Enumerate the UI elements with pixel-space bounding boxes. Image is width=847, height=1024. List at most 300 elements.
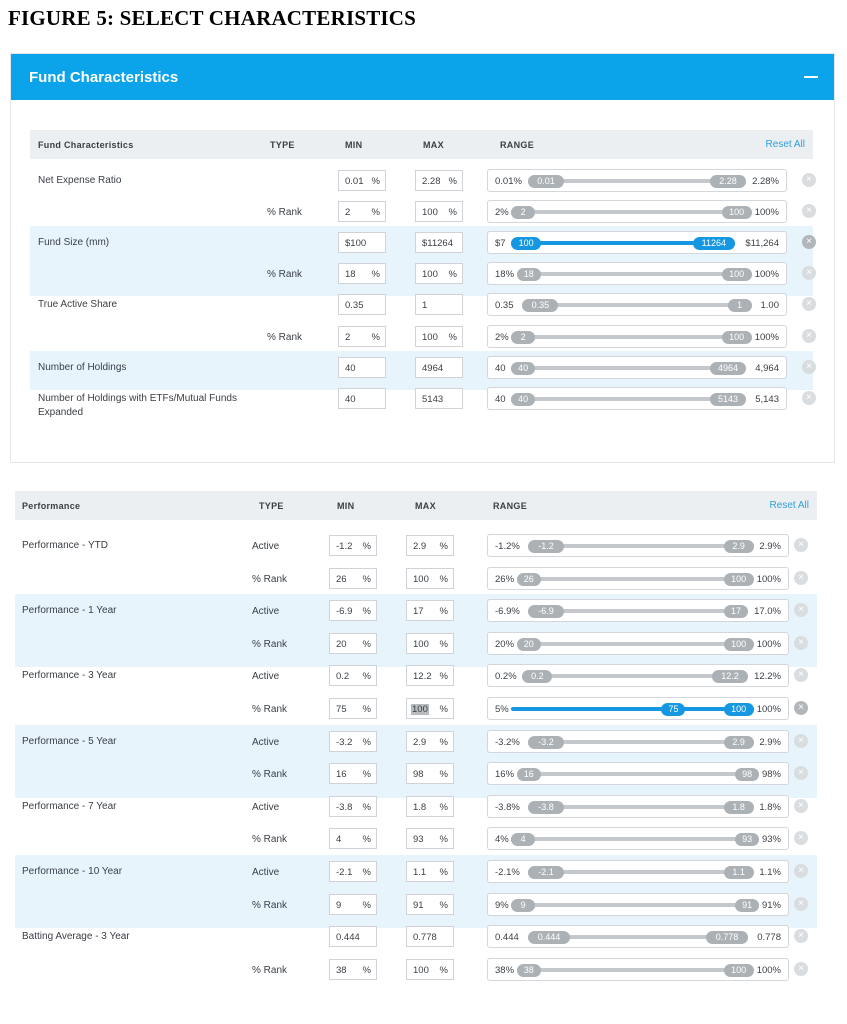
max-input[interactable]	[406, 600, 454, 621]
range-slider[interactable]	[487, 599, 789, 622]
max-value: 4964	[422, 362, 444, 374]
slider-track	[517, 577, 754, 581]
row-label: Number of Holdings	[38, 361, 127, 373]
min-input[interactable]	[338, 388, 386, 409]
close-circle-icon[interactable]: ×	[794, 636, 808, 650]
slider-min-handle[interactable]: -2.1	[528, 866, 564, 879]
card-header[interactable]	[11, 54, 834, 100]
close-circle-icon[interactable]: ×	[794, 538, 808, 552]
max-input[interactable]	[406, 633, 454, 654]
range-min-label: 38%	[495, 964, 515, 976]
fund-characteristics-card	[10, 53, 835, 463]
range-min-label: -3.8%	[495, 801, 520, 813]
slider-max-handle[interactable]: 100	[724, 964, 754, 977]
range-max-label: 1.8%	[759, 801, 781, 813]
min-value: 0.444	[336, 932, 360, 944]
slider-track-blue	[685, 707, 723, 711]
card-title: Fund Characteristics	[29, 69, 179, 86]
fund-characteristics-table	[30, 130, 813, 460]
min-input[interactable]	[329, 959, 377, 980]
min-unit: %	[362, 801, 371, 813]
max-value: 2.9	[413, 541, 427, 552]
max-value: 91	[413, 899, 424, 911]
range-slider[interactable]	[487, 293, 787, 316]
range-min-label: $7	[495, 238, 506, 250]
min-input[interactable]	[329, 894, 377, 915]
max-unit: %	[448, 207, 457, 219]
row-label: Net Expense Ratio	[38, 175, 122, 186]
max-value: 100	[412, 704, 428, 715]
range-min-label: 0.2%	[495, 671, 517, 683]
max-input[interactable]	[415, 294, 463, 315]
min-value: 0.2	[336, 671, 350, 683]
slider-max-handle[interactable]: 93	[735, 833, 759, 846]
max-input[interactable]	[406, 568, 454, 589]
close-circle-icon[interactable]: ×	[802, 173, 816, 187]
slider-track	[511, 837, 759, 841]
slider-max-handle[interactable]: 100	[722, 268, 752, 281]
max-value: 100	[422, 331, 438, 343]
row-label: True Active Share	[38, 299, 118, 311]
min-input[interactable]	[329, 731, 377, 752]
range-max-label: 2.28%	[752, 176, 779, 187]
max-unit: %	[439, 671, 448, 683]
min-value: 2	[345, 331, 351, 343]
range-min-label: 2%	[495, 331, 509, 343]
range-slider[interactable]	[487, 325, 787, 348]
row-type: % Rank	[252, 834, 288, 846]
range-min-label: 0.01%	[495, 176, 522, 187]
range-max-label: $11,264	[745, 238, 779, 250]
slider-min-handle[interactable]: 100	[511, 237, 541, 250]
range-slider[interactable]	[487, 860, 789, 883]
min-value: 75	[336, 704, 347, 715]
min-unit: %	[371, 176, 380, 187]
max-input[interactable]	[415, 326, 463, 347]
row-type: % Rank	[267, 331, 303, 343]
slider-min-handle[interactable]: -6.9	[528, 605, 564, 618]
min-value: 0.35	[345, 300, 364, 312]
range-slider[interactable]	[487, 893, 789, 916]
min-input[interactable]	[329, 600, 377, 621]
range-slider[interactable]	[487, 795, 789, 818]
reset-all-link[interactable]: Reset All	[765, 139, 805, 150]
max-value: 0.778	[413, 932, 437, 944]
range-max-label: 0.778	[757, 932, 781, 944]
table-header	[15, 491, 817, 520]
row-type: % Rank	[252, 964, 288, 976]
max-unit: %	[439, 834, 448, 846]
row-type: Active	[252, 801, 280, 813]
close-circle-icon[interactable]: ×	[802, 235, 816, 249]
max-value: 93	[413, 834, 424, 846]
type-header: TYPE	[259, 501, 284, 511]
max-unit: %	[439, 573, 448, 585]
slider-min-handle[interactable]: 40	[511, 393, 535, 406]
range-min-label: -2.1%	[495, 867, 520, 878]
min-input[interactable]	[329, 763, 377, 784]
row-type: % Rank	[267, 207, 303, 219]
slider-min-handle[interactable]: 0.444	[528, 931, 570, 944]
range-slider[interactable]	[487, 925, 789, 948]
slider-max-handle[interactable]: 0.778	[706, 931, 748, 944]
slider-max-handle[interactable]: 100	[724, 638, 754, 651]
table-header	[30, 130, 813, 159]
close-circle-icon[interactable]: ×	[794, 929, 808, 943]
max-value: 100	[422, 207, 438, 219]
max-unit: %	[439, 769, 448, 781]
max-unit: %	[439, 736, 448, 748]
close-circle-icon[interactable]: ×	[802, 391, 816, 405]
slider-max-handle[interactable]: 4964	[710, 362, 746, 375]
range-slider[interactable]	[487, 827, 789, 850]
max-input[interactable]	[406, 665, 454, 686]
slider-min-handle[interactable]: -3.8	[528, 801, 564, 814]
slider-min-handle[interactable]: 0.35	[522, 299, 558, 312]
slider-min-handle[interactable]: 2	[511, 331, 535, 344]
max-unit: %	[448, 269, 457, 281]
max-input[interactable]	[406, 796, 454, 817]
min-value: 40	[345, 362, 356, 374]
min-input[interactable]	[329, 828, 377, 849]
range-max-label: 2.9%	[759, 736, 781, 748]
range-max-label: 12.2%	[754, 671, 781, 683]
slider-min-handle[interactable]: 0.2	[522, 670, 552, 683]
row-label: Number of Holdings with ETFs/Mutual Funds Expanded	[38, 392, 237, 418]
slider-max-handle[interactable]: 98	[735, 768, 759, 781]
min-input[interactable]	[338, 294, 386, 315]
slider-min-handle[interactable]: 26	[517, 573, 541, 586]
close-circle-icon[interactable]: ×	[794, 799, 808, 813]
slider-max-handle[interactable]: 100	[724, 703, 754, 716]
max-input[interactable]	[406, 535, 454, 556]
slider-max-handle[interactable]: 1	[728, 299, 752, 312]
max-unit: %	[439, 899, 448, 911]
min-unit: %	[362, 638, 371, 650]
range-max-label: 4,964	[755, 362, 779, 374]
range-min-label: 9%	[495, 899, 509, 911]
max-input[interactable]	[406, 828, 454, 849]
range-slider[interactable]	[487, 534, 789, 557]
max-value: 100	[413, 573, 429, 585]
max-input[interactable]	[406, 894, 454, 915]
slider-max-handle[interactable]: 91	[735, 899, 759, 912]
row-type: % Rank	[252, 769, 288, 781]
max-value: 100	[413, 638, 429, 650]
slider-max-handle[interactable]: 100	[724, 573, 754, 586]
min-value: 26	[336, 573, 347, 585]
close-circle-icon[interactable]: ×	[802, 360, 816, 374]
max-input[interactable]	[415, 263, 463, 284]
min-value: -3.8	[336, 801, 353, 813]
slider-max-handle[interactable]: 100	[722, 206, 752, 219]
slider-min-handle[interactable]: -1.2	[528, 540, 564, 553]
close-circle-icon[interactable]: ×	[794, 962, 808, 976]
range-min-label: -1.2%	[495, 541, 520, 552]
min-value: 16	[336, 769, 347, 781]
max-value: $11264	[422, 238, 453, 250]
slider-max-handle[interactable]: 17	[724, 605, 748, 618]
range-slider[interactable]	[487, 730, 789, 753]
range-min-label: 26%	[495, 573, 515, 585]
slider-max-handle[interactable]: 2.9	[724, 736, 754, 749]
range-max-label: 100%	[756, 573, 781, 585]
range-slider[interactable]	[487, 664, 789, 687]
slider-min-handle[interactable]: -3.2	[528, 736, 564, 749]
slider-max-handle[interactable]: 11264	[693, 237, 735, 250]
close-circle-icon[interactable]: ×	[794, 897, 808, 911]
figure-title: FIGURE 5: SELECT CHARACTERISTICS	[8, 6, 417, 30]
min-input[interactable]	[329, 796, 377, 817]
range-slider[interactable]	[487, 697, 789, 720]
min-unit: %	[362, 736, 371, 748]
close-circle-icon[interactable]: ×	[794, 603, 808, 617]
slider-track	[511, 903, 759, 907]
row-type: % Rank	[252, 704, 288, 715]
min-input[interactable]	[338, 201, 386, 222]
range-min-label: 40	[495, 393, 506, 405]
slider-min-handle[interactable]: 18	[517, 268, 541, 281]
min-unit: %	[362, 964, 371, 976]
slider-max-handle[interactable]: 100	[722, 331, 752, 344]
slider-max-handle[interactable]: 2.9	[724, 540, 754, 553]
min-value: 38	[336, 964, 347, 976]
range-slider[interactable]	[487, 762, 789, 785]
max-header: MAX	[415, 501, 436, 511]
min-unit: %	[362, 704, 371, 715]
range-slider[interactable]	[487, 958, 789, 981]
min-unit: %	[371, 269, 380, 281]
min-unit: %	[362, 834, 371, 846]
max-unit: %	[448, 176, 457, 187]
min-value: -3.2	[336, 736, 353, 748]
slider-min-handle[interactable]: 0.01	[528, 175, 564, 188]
max-input[interactable]	[415, 232, 463, 253]
range-max-label: 100%	[756, 964, 781, 976]
min-unit: %	[371, 331, 380, 343]
slider-min-handle[interactable]: 2	[511, 206, 535, 219]
max-value: 2.9	[413, 736, 427, 748]
close-circle-icon[interactable]: ×	[802, 329, 816, 343]
max-value: 100	[413, 964, 429, 976]
range-slider[interactable]	[487, 169, 787, 192]
max-value: 1.8	[413, 801, 427, 813]
range-slider[interactable]	[487, 200, 787, 223]
type-header: TYPE	[270, 140, 295, 150]
row-type: % Rank	[252, 638, 288, 650]
slider-min-handle[interactable]: 16	[517, 768, 541, 781]
max-input[interactable]	[406, 926, 454, 947]
min-value: 20	[336, 638, 347, 650]
max-unit: %	[439, 638, 448, 650]
slider-min-handle[interactable]: 40	[511, 362, 535, 375]
section-header-label: Performance	[22, 501, 81, 511]
min-unit: %	[362, 541, 371, 552]
min-input[interactable]	[338, 263, 386, 284]
slider-track	[511, 210, 751, 214]
max-unit: %	[439, 964, 448, 976]
range-max-label: 1.00	[760, 300, 779, 312]
min-value: -2.1	[336, 867, 353, 878]
max-input[interactable]	[415, 388, 463, 409]
min-input[interactable]	[329, 926, 377, 947]
min-unit: %	[362, 867, 371, 878]
range-min-label: 40	[495, 362, 506, 374]
range-min-label: -3.2%	[495, 736, 520, 748]
max-value: 12.2	[413, 671, 432, 683]
range-max-label: 100%	[754, 331, 779, 343]
min-input[interactable]	[329, 861, 377, 882]
max-unit: %	[439, 867, 448, 878]
range-slider[interactable]	[487, 632, 789, 655]
range-slider[interactable]	[487, 231, 787, 254]
max-input[interactable]	[406, 731, 454, 752]
close-circle-icon[interactable]: ×	[794, 668, 808, 682]
slider-max-handle[interactable]: 1.1	[724, 866, 754, 879]
row-type: Active	[252, 606, 280, 618]
row-type: Active	[252, 736, 280, 748]
max-value: 100	[422, 269, 438, 281]
max-input[interactable]	[406, 861, 454, 882]
min-value: -1.2	[336, 541, 353, 552]
max-unit: %	[439, 801, 448, 813]
slider-track	[517, 968, 754, 972]
row-label: Performance - 7 Year	[22, 800, 117, 812]
range-max-label: 100%	[754, 207, 779, 219]
row-type: % Rank	[252, 899, 288, 911]
range-min-label: -6.9%	[495, 606, 520, 618]
close-circle-icon[interactable]: ×	[794, 571, 808, 585]
slider-min-handle[interactable]: 20	[517, 638, 541, 651]
range-min-label: 20%	[495, 638, 515, 650]
range-max-label: 100%	[754, 269, 779, 281]
min-input[interactable]	[338, 232, 386, 253]
close-circle-icon[interactable]: ×	[794, 734, 808, 748]
min-input[interactable]	[329, 665, 377, 686]
max-value: 2.28	[422, 176, 441, 187]
min-unit: %	[362, 769, 371, 781]
min-value: -6.9	[336, 606, 353, 618]
min-value: 4	[336, 834, 342, 846]
range-max-label: 100%	[756, 704, 781, 715]
min-header: MIN	[345, 140, 363, 150]
slider-track	[517, 272, 752, 276]
row-label: Performance - 5 Year	[22, 735, 117, 747]
min-value: 2	[345, 207, 351, 219]
range-slider[interactable]	[487, 262, 787, 285]
range-slider[interactable]	[487, 356, 787, 379]
range-max-label: 98%	[761, 769, 781, 781]
min-input[interactable]	[338, 326, 386, 347]
min-value: 40	[345, 393, 356, 405]
max-value: 5143	[422, 393, 444, 405]
range-max-label: 17.0%	[754, 606, 781, 618]
range-min-label: 4%	[495, 834, 509, 846]
max-header: MAX	[423, 140, 444, 150]
row-label: Performance - 10 Year	[22, 866, 123, 877]
max-unit: %	[439, 541, 448, 552]
row-type: % Rank	[267, 269, 303, 281]
min-value: 0.01	[345, 176, 364, 187]
row-label: Batting Average - 3 Year	[22, 931, 130, 943]
close-circle-icon[interactable]: ×	[802, 204, 816, 218]
min-unit: %	[362, 606, 371, 618]
range-min-label: 18%	[495, 269, 515, 281]
row-label: Fund Size (mm)	[38, 237, 110, 249]
close-circle-icon[interactable]: ×	[794, 864, 808, 878]
range-min-label: 2%	[495, 207, 509, 219]
range-max-label: 5,143	[755, 393, 779, 405]
close-circle-icon[interactable]: ×	[802, 297, 816, 311]
performance-table	[15, 491, 817, 1019]
range-slider[interactable]	[487, 567, 789, 590]
close-circle-icon[interactable]: ×	[802, 266, 816, 280]
slider-track	[517, 772, 759, 776]
max-value: 1	[422, 300, 428, 312]
slider-max-handle[interactable]: 12.2	[712, 670, 748, 683]
slider-max-handle[interactable]: 5143	[710, 393, 746, 406]
min-input[interactable]	[329, 535, 377, 556]
range-max-label: 91%	[761, 899, 781, 911]
close-circle-icon[interactable]: ×	[794, 766, 808, 780]
row-label: Performance - YTD	[22, 540, 108, 551]
max-value: 17	[413, 606, 424, 618]
range-header: RANGE	[500, 140, 535, 150]
range-max-label: 2.9%	[759, 541, 781, 552]
max-input[interactable]	[415, 170, 463, 191]
min-header: MIN	[337, 501, 355, 511]
close-circle-icon[interactable]: ×	[794, 831, 808, 845]
slider-min-handle[interactable]: 9	[511, 899, 535, 912]
slider-min-handle[interactable]: 75	[661, 703, 685, 716]
range-min-label: 16%	[495, 769, 515, 781]
row-type: % Rank	[252, 573, 288, 585]
row-type: Active	[252, 867, 280, 878]
range-max-label: 93%	[761, 834, 781, 846]
max-unit: %	[448, 331, 457, 343]
row-type: Active	[252, 671, 280, 683]
min-input[interactable]	[338, 170, 386, 191]
max-value: 1.1	[413, 867, 427, 878]
max-unit: %	[439, 704, 448, 715]
range-header: RANGE	[493, 501, 528, 511]
slider-max-handle[interactable]: 1.8	[724, 801, 754, 814]
slider-min-handle[interactable]: 4	[511, 833, 535, 846]
reset-all-link[interactable]: Reset All	[769, 500, 809, 511]
min-input[interactable]	[329, 568, 377, 589]
minus-icon[interactable]	[804, 76, 818, 78]
max-input[interactable]	[406, 959, 454, 980]
max-input[interactable]	[415, 357, 463, 378]
slider-max-handle[interactable]: 2.28	[710, 175, 746, 188]
min-input[interactable]	[329, 633, 377, 654]
min-value: 9	[336, 899, 342, 911]
max-input[interactable]	[406, 763, 454, 784]
min-input[interactable]	[329, 698, 377, 719]
slider-min-handle[interactable]: 38	[517, 964, 541, 977]
max-input[interactable]	[415, 201, 463, 222]
range-min-label: 0.35	[495, 300, 514, 312]
min-unit: %	[362, 671, 371, 683]
slider-track	[511, 335, 751, 339]
close-circle-icon[interactable]: ×	[794, 701, 808, 715]
min-input[interactable]	[338, 357, 386, 378]
row-label: Performance - 3 Year	[22, 670, 117, 682]
min-value: $100	[345, 238, 367, 250]
range-slider[interactable]	[487, 387, 787, 410]
range-max-label: 100%	[756, 638, 781, 650]
max-input[interactable]	[406, 698, 454, 719]
